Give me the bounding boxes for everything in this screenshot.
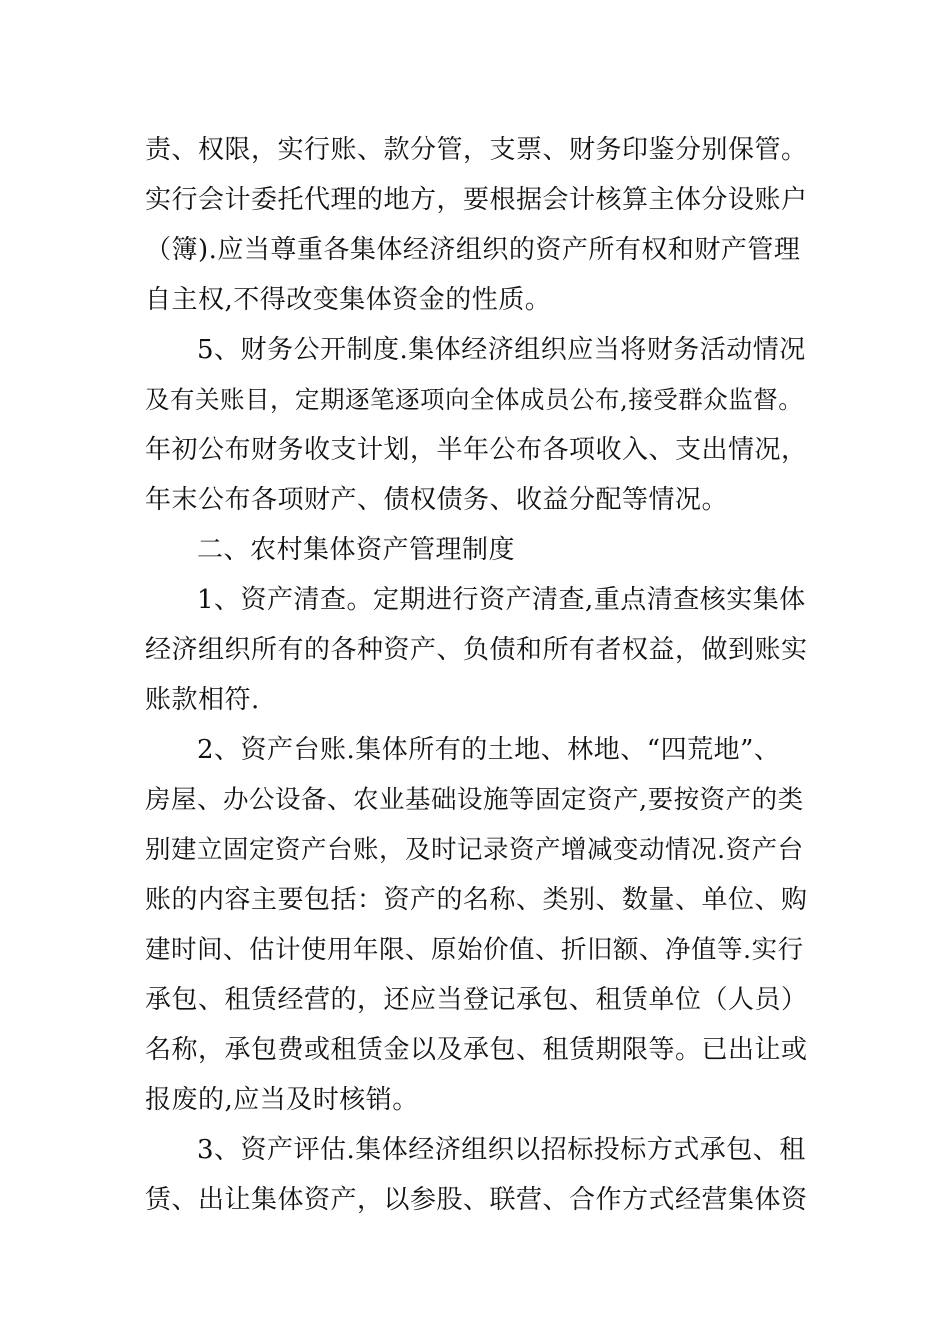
text-line: 年初公布财务收支计划，半年公布各项收入、支出情况， bbox=[145, 435, 808, 465]
paragraph-start-line: 3、资产评估.集体经济组织以招标投标方式承包、租 bbox=[197, 1135, 806, 1165]
paragraph-start-line: 1、资产清查。定期进行资产清查,重点清查核实集体 bbox=[197, 585, 806, 615]
text-line: 实行会计委托代理的地方，要根据会计核算主体分设账户 bbox=[145, 185, 808, 215]
text-line: 别建立固定资产台账，及时记录资产增减变动情况.资产台 bbox=[145, 835, 804, 865]
text-line: 账款相符. bbox=[145, 685, 260, 715]
text-line: 自主权,不得改变集体资金的性质。 bbox=[145, 285, 552, 315]
text-line: 建时间、估计使用年限、原始价值、折旧额、净值等.实行 bbox=[145, 935, 804, 965]
section-heading: 二、农村集体资产管理制度 bbox=[197, 535, 516, 565]
text-line: 经济组织所有的各种资产、负债和所有者权益，做到账实 bbox=[145, 635, 808, 665]
text-line: 赁、出让集体资产，以参股、联营、合作方式经营集体资 bbox=[145, 1185, 808, 1215]
text-line: 承包、租赁经营的，还应当登记承包、租赁单位（人员） bbox=[145, 985, 808, 1015]
text-line: 责、权限，实行账、款分管，支票、财务印鉴分别保管。 bbox=[145, 135, 808, 165]
text-line: 名称，承包费或租赁金以及承包、租赁期限等。已出让或 bbox=[145, 1035, 808, 1065]
paragraph-start-line: 2、资产台账.集体所有的土地、林地、“四荒地”、 bbox=[197, 735, 781, 765]
text-line: 账的内容主要包括：资产的名称、类别、数量、单位、购 bbox=[145, 885, 808, 915]
paragraph-start-line: 5、财务公开制度.集体经济组织应当将财务活动情况 bbox=[197, 335, 806, 365]
text-line: 年末公布各项财产、债权债务、收益分配等情况。 bbox=[145, 485, 729, 515]
text-line: 及有关账目，定期逐笔逐项向全体成员公布,接受群众监督。 bbox=[145, 385, 804, 414]
text-line: 报废的,应当及时核销。 bbox=[145, 1085, 419, 1115]
text-line: 房屋、办公设备、农业基础设施等固定资产,要按资产的类 bbox=[145, 785, 804, 815]
text-line: （簿).应当尊重各集体经济组织的资产所有权和财产管理 bbox=[145, 235, 801, 265]
